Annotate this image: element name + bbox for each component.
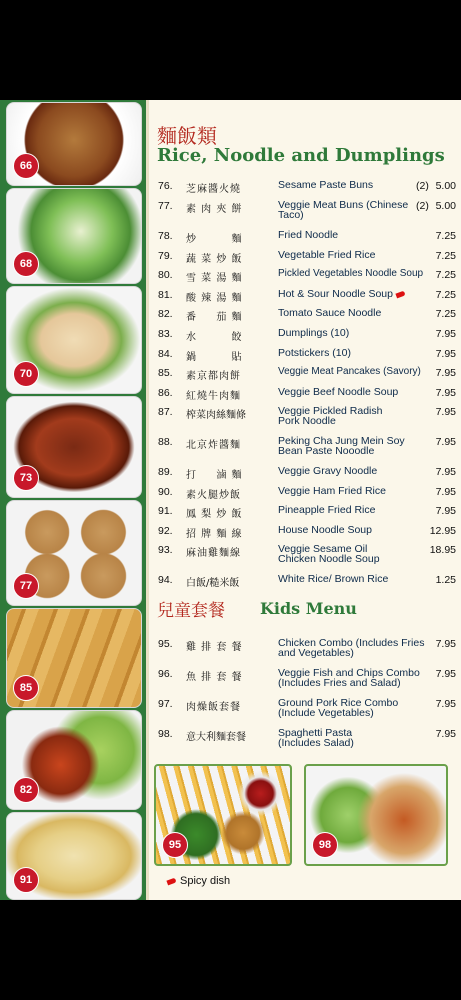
item-name-chinese: 蔬 菜 炒 飯 — [186, 254, 243, 265]
item-name-english: Pickled Vegetables Noodle Soup — [278, 268, 424, 279]
dish-photo-82 — [6, 710, 142, 810]
item-number: 97. — [158, 698, 173, 710]
item-price: 7.95 — [435, 436, 456, 448]
item-number: 89. — [158, 466, 173, 478]
item-price: 7.95 — [435, 328, 456, 340]
item-number: 90. — [158, 486, 173, 498]
item-number: 96. — [158, 668, 173, 680]
item-price: 7.95 — [435, 406, 456, 418]
item-name-chinese: 素京都肉餅 — [186, 371, 241, 382]
item-number: 80. — [158, 269, 173, 281]
item-price: 7.95 — [435, 367, 456, 379]
photo-number-badge: 82 — [13, 777, 39, 803]
item-number: 95. — [158, 638, 173, 650]
item-name-chinese: 酸 辣 湯 麵 — [186, 293, 243, 304]
item-name-chinese: 北京炸醬麵 — [186, 440, 241, 451]
item-name-english: House Noodle Soup — [278, 524, 372, 536]
item-name-english: Veggie Sesame Oil Chicken Noodle Soup — [278, 543, 380, 565]
column-divider — [146, 100, 149, 900]
item-name-chinese: 意大利麵套餐 — [186, 732, 246, 743]
item-number: 76. — [158, 180, 173, 192]
item-name-english: White Rice/ Brown Rice — [278, 573, 389, 585]
item-number: 79. — [158, 250, 173, 262]
chili-pepper-icon — [395, 291, 405, 299]
section-title-english: Rice, Noodle and Dumplings — [157, 145, 445, 166]
spicy-legend-label: Spicy dish — [180, 875, 231, 887]
item-name-english: Pineapple Fried Rice — [278, 504, 376, 516]
item-price: 18.95 — [429, 544, 456, 556]
item-quantity: (2) — [416, 200, 429, 212]
item-name-english: Potstickers (10) — [278, 347, 351, 359]
item-name-english: Chicken Combo (Includes Fries and Vegetables) — [278, 637, 425, 659]
item-number: 82. — [158, 308, 173, 320]
menu-content — [150, 100, 461, 900]
dish-photo-70 — [6, 286, 142, 394]
item-name-chinese: 芝麻醬火燒 — [186, 184, 241, 195]
item-name-chinese: 雞 排 套 餐 — [186, 642, 243, 653]
item-name-chinese: 肉燥飯套餐 — [186, 702, 241, 713]
item-number: 81. — [158, 289, 173, 301]
item-name-english: Veggie Ham Fried Rice — [278, 485, 386, 497]
dish-photo-68 — [6, 188, 142, 284]
item-price: 12.95 — [429, 525, 456, 537]
item-number: 91. — [158, 505, 173, 517]
item-price: 7.95 — [435, 505, 456, 517]
item-name-chinese: 白飯/糙米飯 — [186, 578, 240, 589]
item-number: 77. — [158, 200, 173, 212]
item-name-english: Dumplings (10) — [278, 327, 350, 339]
item-name-english: Ground Pork Rice Combo (Include Vegetables) — [278, 697, 399, 719]
item-price: 7.95 — [435, 486, 456, 498]
item-name-chinese: 招 牌 麵 線 — [186, 529, 243, 540]
item-number: 83. — [158, 328, 173, 340]
item-name-english: Veggie Fish and Chips Combo (Includes Fries and Salad) — [278, 667, 420, 689]
item-name-english: Veggie Beef Noodle Soup — [278, 386, 399, 398]
item-number: 92. — [158, 525, 173, 537]
dish-photo-85 — [6, 608, 142, 708]
dish-photo-73 — [6, 396, 142, 498]
item-name-english: Veggie Meat Buns (Chinese Taco) — [278, 199, 409, 221]
item-name-chinese: 炒 麵 — [186, 234, 243, 245]
dish-photo-91 — [6, 812, 142, 900]
photo-number-badge: 73 — [13, 465, 39, 491]
item-name-chinese: 魚 排 套 餐 — [186, 672, 243, 683]
item-name-english: Vegetable Fried Rice — [278, 249, 376, 261]
item-name-english: Peking Cha Jung Mein Soy Bean Paste Nooodle — [278, 435, 405, 457]
item-price: 7.95 — [435, 668, 456, 680]
item-name-english: Spaghetti Pasta (Includes Salad) — [278, 727, 354, 749]
item-name-chinese: 素火腿炒飯 — [186, 490, 241, 501]
photo-number-badge: 95 — [162, 832, 188, 858]
item-number: 87. — [158, 406, 173, 418]
item-name-chinese: 麻油雞麵線 — [186, 548, 241, 559]
item-name-chinese: 水 餃 — [186, 332, 243, 343]
item-name-english — [278, 289, 433, 299]
kids-photo-95 — [154, 764, 292, 866]
kids-title-english: Kids Menu — [260, 599, 357, 618]
menu-page — [0, 100, 461, 900]
photo-number-badge: 77 — [13, 573, 39, 599]
item-number: 86. — [158, 387, 173, 399]
item-name-chinese: 素 肉 夾 餅 — [186, 204, 243, 215]
item-price: 7.95 — [435, 728, 456, 740]
kids-title-chinese: 兒童套餐 — [157, 601, 225, 621]
item-number: 88. — [158, 436, 173, 448]
item-price: 5.00 — [435, 200, 456, 212]
item-name-chinese: 打 滷 麵 — [186, 470, 243, 481]
item-price: 7.95 — [435, 466, 456, 478]
photo-number-badge: 70 — [13, 361, 39, 387]
item-number: 94. — [158, 574, 173, 586]
item-name-chinese: 榨菜肉絲麵條 — [186, 410, 246, 421]
item-name-text: Hot & Sour Noodle Soup — [278, 288, 393, 300]
item-price: 7.95 — [435, 698, 456, 710]
photo-number-badge: 91 — [13, 867, 39, 893]
photo-column — [0, 100, 146, 900]
item-name-chinese: 番 茄 麵 — [186, 312, 243, 323]
item-name-english: Veggie Meat Pancakes (Savory) — [278, 366, 421, 377]
item-name-chinese: 鳳 梨 炒 飯 — [186, 509, 243, 520]
item-name-english: Tomato Sauce Noodle — [278, 307, 382, 319]
item-price: 7.25 — [435, 230, 456, 242]
photo-number-badge: 68 — [13, 251, 39, 277]
item-number: 93. — [158, 544, 173, 556]
item-price: 7.25 — [435, 308, 456, 320]
photo-number-badge: 66 — [13, 153, 39, 179]
item-quantity: (2) — [416, 180, 429, 192]
item-price: 7.25 — [435, 250, 456, 262]
item-price: 1.25 — [435, 574, 456, 586]
item-name-english: Sesame Paste Buns — [278, 179, 374, 191]
item-number: 78. — [158, 230, 173, 242]
item-name-chinese: 紅燒牛肉麵 — [186, 391, 241, 402]
item-price: 7.95 — [435, 387, 456, 399]
item-name-chinese: 鍋 貼 — [186, 352, 243, 363]
chili-pepper-icon — [166, 878, 176, 886]
item-name-english: Veggie Pickled Radish Pork Noodle — [278, 405, 383, 427]
dish-photo-77 — [6, 500, 142, 606]
item-price: 7.95 — [435, 348, 456, 360]
item-number: 85. — [158, 367, 173, 379]
kids-photo-98 — [304, 764, 448, 866]
item-number: 98. — [158, 728, 173, 740]
photo-number-badge: 98 — [312, 832, 338, 858]
photo-number-badge: 85 — [13, 675, 39, 701]
item-price: 7.25 — [435, 289, 456, 301]
item-name-english: Fried Noodle — [278, 229, 339, 241]
item-name-chinese: 雪 菜 湯 麵 — [186, 273, 243, 284]
item-price: 7.25 — [435, 269, 456, 281]
dish-photo-66 — [6, 102, 142, 186]
section-title-chinese: 麵飯類 — [157, 124, 217, 148]
item-number: 84. — [158, 348, 173, 360]
item-price: 7.95 — [435, 638, 456, 650]
spicy-legend — [164, 875, 230, 887]
item-name-english: Veggie Gravy Noodle — [278, 465, 378, 477]
item-price: 5.00 — [435, 180, 456, 192]
